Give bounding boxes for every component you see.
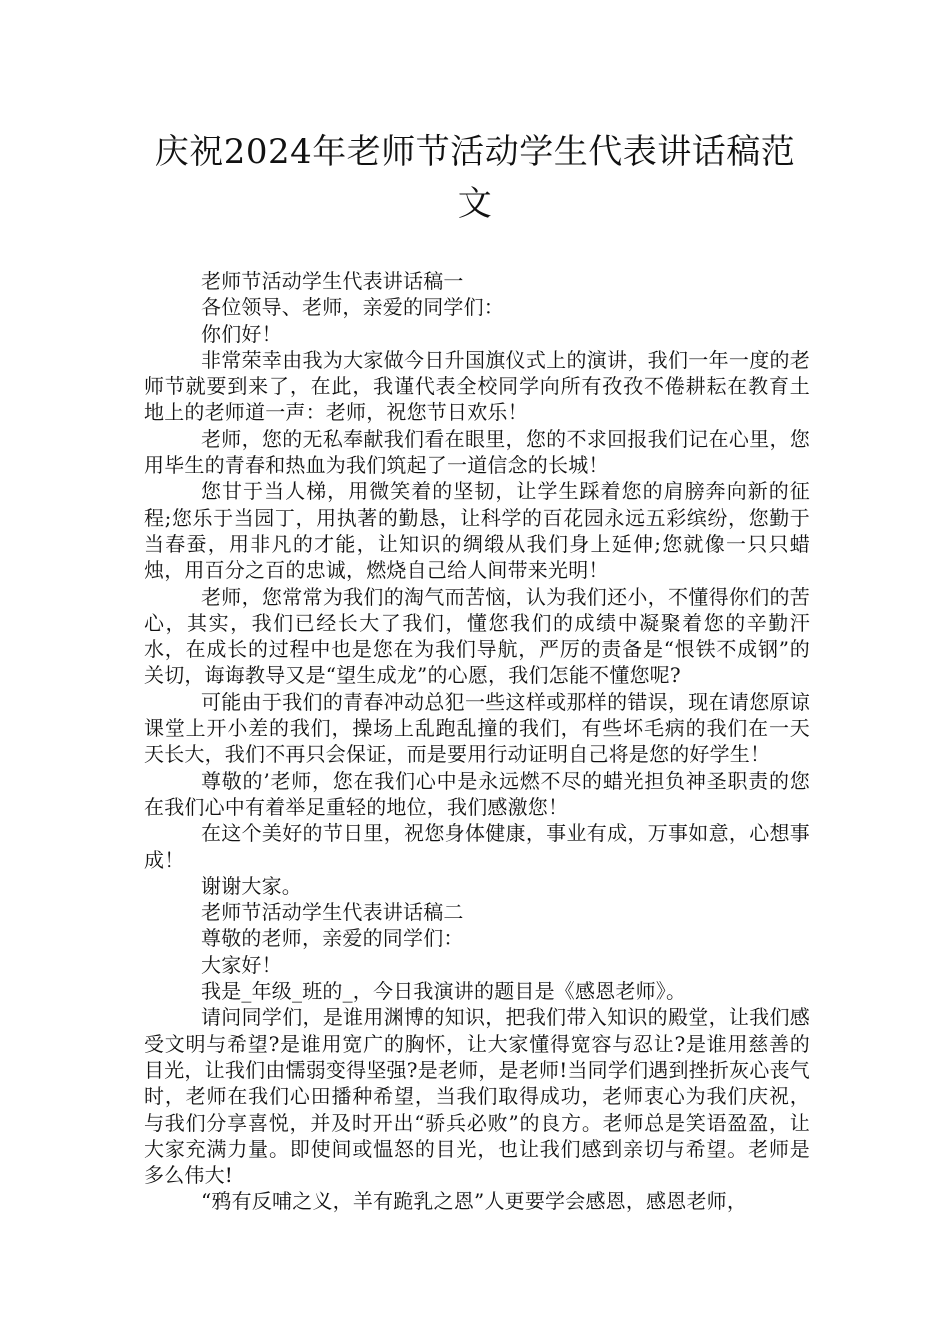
salutation: 尊敬的老师，亲爱的同学们： <box>201 926 464 951</box>
document-title: 庆祝2024年老师节活动学生代表讲话稿范文 <box>154 132 796 224</box>
closing: 谢谢大家。 <box>201 873 302 898</box>
paragraph: 我是_年级_班的_，今日我演讲的题目是《感恩老师》。 <box>201 979 687 1004</box>
document-body <box>144 268 810 1215</box>
paragraph: 可能由于我们的青春冲动总犯一些这样或那样的错误，现在请您原谅课堂上开小差的我们，操场上乱跑乱撞的我们，有些坏毛病的我们在一天天长大，我们不再只会保证，而是要用行动证明自己将是您的好学生！ <box>144 689 810 767</box>
section-heading-2: 老师节活动学生代表讲话稿二 <box>201 900 464 925</box>
paragraph: 尊敬的’老师，您在我们心中是永远燃不尽的蜡光担负神圣职责的您在我们心中有着举足重轻的地位，我们感激您！ <box>144 768 810 819</box>
paragraph: 老师，您常常为我们的淘气而苦恼，认为我们还小，不懂得你们的苦心，其实，我们已经长大了我们，懂您我们的成绩中凝聚着您的辛勤汗水，在成长的过程中也是您在为我们导航，严厉的责备是“恨铁不成钢”的关切，诲诲教导又是“望生成龙”的心愿，我们怎能不懂您呢? <box>144 584 810 688</box>
salutation: 各位领导、老师，亲爱的同学们： <box>201 295 504 320</box>
section-heading-1: 老师节活动学生代表讲话稿一 <box>201 269 464 293</box>
paragraph: 老师，您的无私奉献我们看在眼里，您的不求回报我们记在心里，您用毕生的青春和热血为我们筑起了一道信念的长城！ <box>144 426 810 478</box>
paragraph: “鸦有反哺之义，羊有跪乳之恩”人更要学会感恩，感恩老师， <box>201 1189 748 1214</box>
paragraph: 请问同学们，是谁用渊博的知识，把我们带入知识的殿堂，让我们感受文明与希望?是谁用宽广的胸怀，让大家懂得宽容与忍让?是谁用慈善的目光，让我们由懦弱变得坚强?是老师，是老师!当同学们遇到挫折灰心丧气时，老师在我们心田播种希望，当我们取得成功，老师衷心为我们庆祝，与我们分享喜悦，并及时开出“骄兵必败”的良方。老师总是笑语盈盈，让大家充满力量。即使间或愠怒的目光，也让我们感到亲切与希望。老师是多么伟大! <box>144 1005 810 1188</box>
greeting: 大家好！ <box>201 952 282 977</box>
greeting: 你们好！ <box>201 321 282 346</box>
paragraph: 非常荣幸由我为大家做今日升国旗仪式上的演讲，我们一年一度的老师节就要到来了，在此，我谨代表全校同学向所有孜孜不倦耕耘在教育土地上的老师道一声：老师，祝您节日欢乐！ <box>144 347 810 425</box>
paragraph: 您甘于当人梯，用微笑着的坚韧，让学生踩着您的肩膀奔向新的征程;您乐于当园丁，用执著的勤恳，让科学的百花园永远五彩缤纷，您勤于当春蚕，用非凡的才能，让知识的绸缎从我们身上延伸;您就像一只只蜡烛，用百分之百的忠诚，燃烧自己给人间带来光明！ <box>144 479 810 583</box>
paragraph: 在这个美好的节日里，祝您身体健康，事业有成，万事如意，心想事成！ <box>144 821 810 872</box>
